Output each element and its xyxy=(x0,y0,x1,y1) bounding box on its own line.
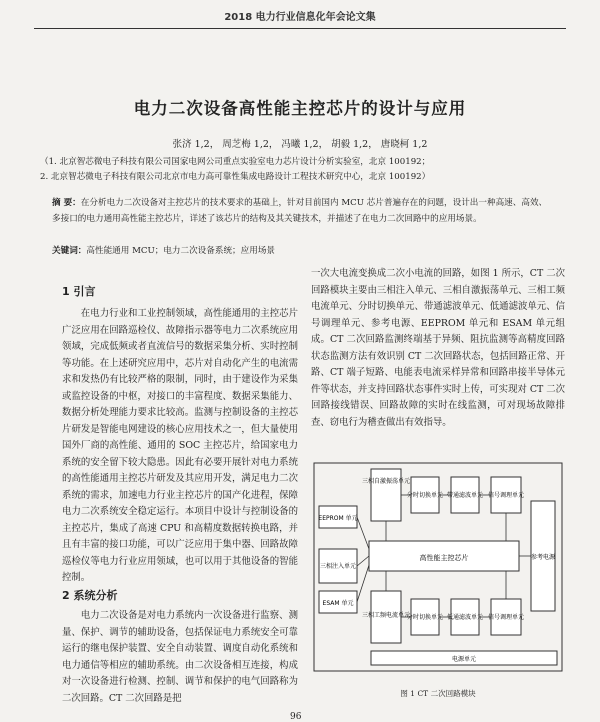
abstract-text: 在分析电力二次设备对主控芯片的技术要求的基础上，针对目前国内 MCU 芯片普遍存在的问题，设计出一种高速、高效、多接口的电力通用高性能主控芯片，详述了该芯片的结构及其关键技术，并描述了在电力二次回路中的应用场景。 xyxy=(52,198,548,224)
section-1-body xyxy=(62,306,298,587)
author: 张济 1,2 xyxy=(172,139,210,150)
oscillator-label: 三相自激振荡单元 xyxy=(361,478,411,485)
author-list: 张济 1,2， 周芝梅 1,2， 冯曦 1,2， 胡毅 1,2， 唐晓柯 1,2 xyxy=(172,139,428,150)
section-2-body xyxy=(62,608,298,707)
paragraph: 在电力行业和工业控制领域，高性能通用的主控芯片广泛应用在回路巡检仪、故障指示器等电力二次系统应用领域，完成低频或者直流信号的数据采集分析、实时控制等功能。在上述研究应用中，芯片对自动化产生的电流需求和发热仍有比较严格的限制，同时，由于建设作为采集或监控设备的中枢，对接口的丰富程度、数据采集能力、数据分析处理能力要求比较高。监测与控制设备的主控芯片研发是智能电网建设的核心应用技术之一，但大量使用国外厂商的高性能、通用的 SOC 主控芯片，给国家电力系统的安全留下较大隐患。因此有必要开展针对电力系统的高性能通用主控芯片研发及其应用开发，满足电力二次系统的需求，加速电力行业主控芯片的国产化进程，保障电力二次系统安全稳定运行。本项目中设计与控制设备的主控芯片，集成了高速 CPU 和高精度数据转换电路，并且有丰富的接口功能，可以广泛应用于集中器、回路故障巡检仪等电力行业应用领域，也可以用于其他设备的智能控制。 xyxy=(62,308,298,583)
block-diagram xyxy=(311,461,565,673)
lowpass-label: 低通滤波单元 xyxy=(446,614,484,621)
abstract-label: 摘 要： xyxy=(52,198,81,208)
oscillator-box xyxy=(371,469,401,521)
paper-title: 电力二次设备高性能主控芯片的设计与应用 xyxy=(133,99,467,118)
figure-caption: 图 1 CT 二次回路模块 xyxy=(400,689,476,698)
section-2-heading: 2 系统分析 xyxy=(62,589,118,602)
esam-label: ESAM 单元 xyxy=(322,600,354,607)
figure-1 xyxy=(311,461,565,673)
author: 冯曦 1,2 xyxy=(281,139,319,150)
power-label: 电源单元 xyxy=(451,656,477,663)
keywords-label: 关键词： xyxy=(52,246,87,256)
paragraph: 电力二次设备是对电力系统内一次设备进行监察、测量、保护、调节的辅助设备，包括保证电力系统安全可靠运行的继电保护装置、安全自动装置、调度自动化系统和电力通信等相应的辅助系统。由二次设备相互连接，构成对一次设备进行检测、控制、调节和保护的电气回路称为二次回路。CT 二次回路是把 xyxy=(62,610,298,704)
author: 唐晓柯 1,2 xyxy=(380,139,428,150)
eeprom-label: EEPROM 单元 xyxy=(318,515,358,522)
switch-label-top: 分时切换单元 xyxy=(406,492,444,499)
switch-label-bottom: 分时切换单元 xyxy=(406,614,444,621)
conditioning-label-top: 信号调理单元 xyxy=(487,492,525,499)
power-freq-label: 三相工频电流单元 xyxy=(361,612,411,619)
author: 周芝梅 1,2 xyxy=(222,139,269,150)
page-number: 96 xyxy=(290,712,302,722)
bandpass-label: 带通滤波单元 xyxy=(446,492,484,499)
abstract xyxy=(52,196,550,227)
keywords-text: 高性能通用 MCU；电力二次设备系统；应用场景 xyxy=(86,246,276,256)
conditioning-label-bottom: 信号调理单元 xyxy=(487,614,525,621)
running-header: 2018 电力行业信息化年会论文集 xyxy=(34,4,566,29)
right-column-body xyxy=(311,266,565,431)
affiliation-2: 2. 北京智芯微电子科技有限公司北京市电力高可靠性集成电路设计工程技术研究中心，北京 100192） xyxy=(40,172,431,182)
chip-label: 高性能主控芯片 xyxy=(419,554,469,562)
keywords xyxy=(52,244,550,256)
inject-label: 三相注入单元 xyxy=(319,563,357,570)
paragraph: 一次大电流变换成二次小电流的回路，如图 1 所示，CT 二次回路模块主要由三相注入单元、三相自激振荡单元、三相工频电流单元、分时切换单元、带通滤波单元、低通滤波单元、信号调理单元、参考电源、EEPROM 单元和 ESAM 单元组成。CT 二次回路监测终端基于异频、阻抗监测等高精度回路状态监测方法有效识别 CT 二次回路状态，包括回路正常、开路、CT 端子短路、电能表电流采样异常和回路串接半导体元件等状态，并支持回路状态事件实时上传，可实现对 CT 二次回路接线错误、回路故障的实时在线监测，可对现场故障排查、窃电行为稽查做出有效指导。 xyxy=(311,268,565,428)
author: 胡毅 1,2 xyxy=(331,139,369,150)
section-1-heading: 1 引言 xyxy=(62,285,96,298)
reference-label: 参考电源 xyxy=(530,554,556,561)
affiliation-1: （1. 北京智芯微电子科技有限公司国家电网公司重点实验室电力芯片设计分析实验室，北京 100192； xyxy=(40,157,431,167)
